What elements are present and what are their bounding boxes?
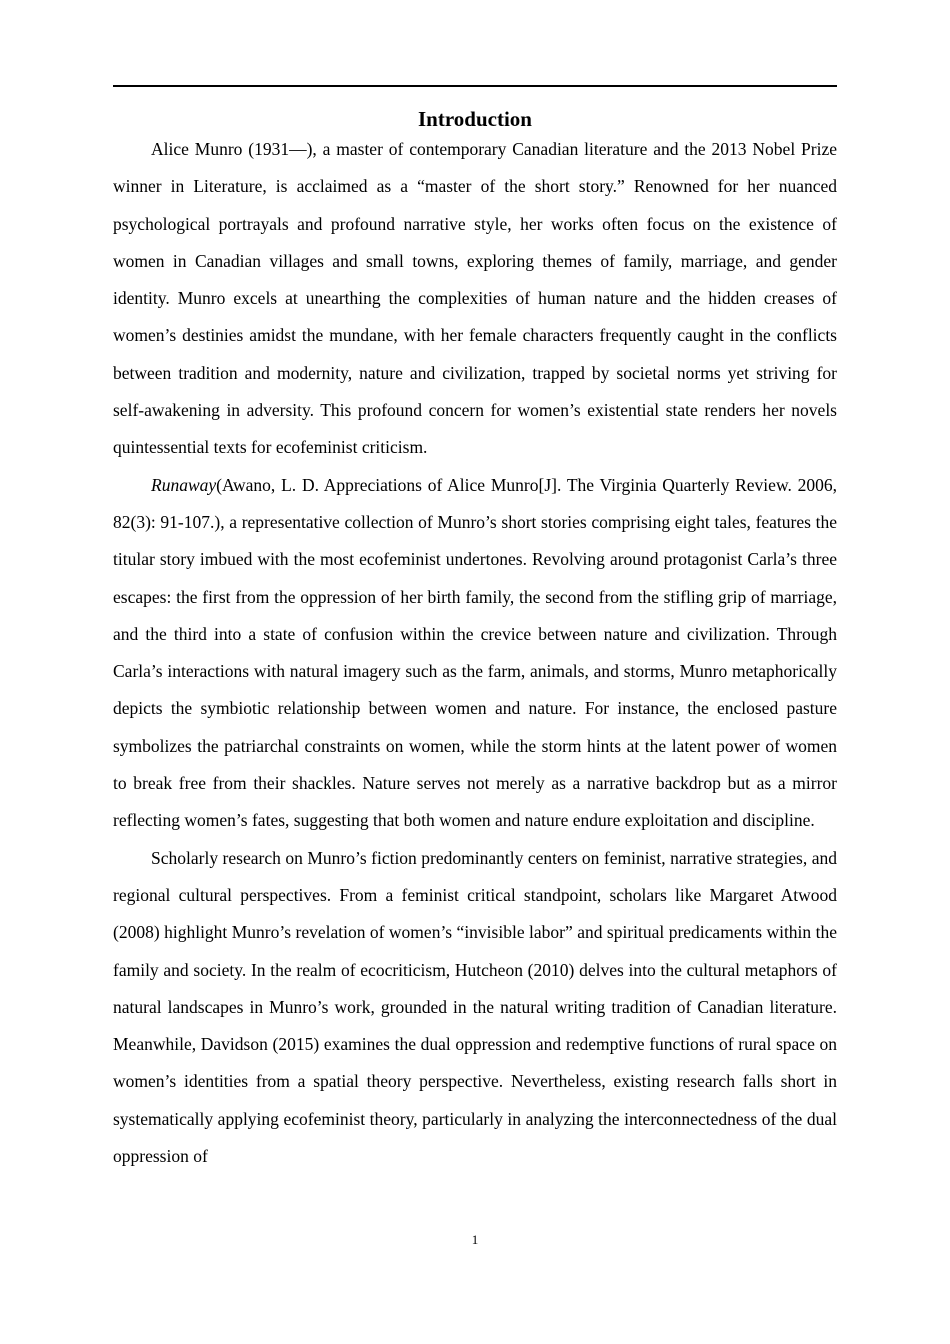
body-text <box>113 131 837 1175</box>
paragraph-1-text: Alice Munro (1931—), a master of contemporary Canadian literature and the 2013 Nobel Prize winner in Literature, is acclaimed as a “master of the short story.” Renowned for her nuanced psychological portrayals and profound narrative style, her works often focus on the existence of women in Canadian villages and small towns, exploring themes of family, marriage, and gender identity. Munro excels at unearthing the complexities of human nature and the hidden creases of women’s destinies amidst the mundane, with her female characters frequently caught in the conflicts between tradition and modernity, nature and civilization, trapped by societal norms yet striving for self-awakening in adversity. This profound concern for women’s existential state renders her novels quintessential texts for ecofeminist criticism. <box>113 139 837 458</box>
section-title: Introduction <box>418 107 532 131</box>
paragraph-3-text: Scholarly research on Munro’s fiction predominantly centers on feminist, narrative strategies, and regional cultural perspectives. From a feminist critical standpoint, scholars like Margaret Atwood (2008) highlight Munro’s revelation of women’s “invisible labor” and spiritual predicaments within the family and society. In the realm of ecocriticism, Hutcheon (2010) delves into the cultural metaphors of natural landscapes in Munro’s work, grounded in the natural writing tradition of Canadian literature. Meanwhile, Davidson (2015) examines the dual oppression and redemptive functions of rural space on women’s identities from a spatial theory perspective. Nevertheless, existing research falls short in systematically applying ecofeminist theory, particularly in analyzing the interconnectedness of the dual oppression of <box>113 847 837 1167</box>
paragraph-1 <box>113 131 837 467</box>
paragraph-2 <box>113 467 837 840</box>
page-number: 1 <box>471 1232 479 1247</box>
paragraph-3 <box>113 840 837 1176</box>
header-rule <box>113 85 837 87</box>
paragraph-2-text: (Awano, L. D. Appreciations of Alice Munro[J]. The Virginia Quarterly Review. 2006, 82(3): 91-107.), a representative collection of Munro’s short stories comprising eight tales, features the titular story imbued with the most ecofeminist undertones. Revolving around protagonist Carla’s three escapes: the first from the oppression of her birth family, the second from the stifling grip of marriage, and the third into a state of confusion within the crevice between nature and civilization. Through Carla’s interactions with natural imagery such as the farm, animals, and storms, Munro metaphorically depicts the symbiotic relationship between women and nature. For instance, the enclosed pasture symbolizes the patriarchal constraints on women, while the storm hints at the latent power of women to break free from their shackles. Nature serves not merely as a narrative backdrop but as a mirror reflecting women’s fates, suggesting that both women and nature endure exploitation and discipline. <box>113 474 837 831</box>
book-title-italic: Runaway <box>151 474 217 495</box>
